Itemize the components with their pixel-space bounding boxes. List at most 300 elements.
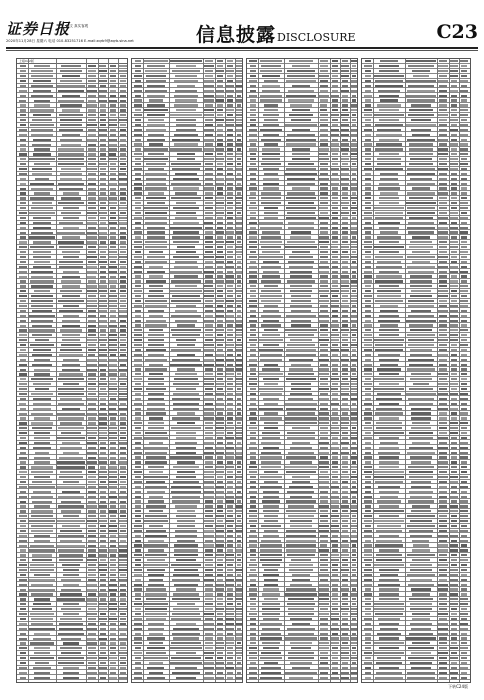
- table-cell: [342, 667, 349, 669]
- table-cell: [31, 413, 53, 415]
- table-cell: [61, 510, 81, 512]
- table-cell: [226, 623, 234, 625]
- table-cell: [332, 368, 338, 370]
- table-cell: [33, 266, 52, 268]
- table-cell: [352, 647, 357, 649]
- table-cell: [364, 466, 372, 468]
- table-cell: [20, 95, 26, 97]
- table-cell: [120, 276, 127, 278]
- table-cell: [261, 540, 282, 542]
- table-cell: [365, 124, 371, 126]
- table-cell: [19, 388, 27, 390]
- table-cell: [110, 564, 116, 566]
- table-cell: [135, 461, 141, 463]
- table-cell: [409, 364, 433, 366]
- table-cell: [176, 124, 196, 126]
- table-cell: [34, 672, 51, 674]
- table-cell: [438, 447, 447, 449]
- table-cell: [30, 564, 53, 566]
- table-cell: [450, 569, 457, 571]
- table-cell: [409, 447, 433, 449]
- table-cell: [352, 236, 356, 238]
- table-cell: [34, 148, 50, 150]
- table-cell: [341, 628, 349, 630]
- table-cell: [19, 628, 27, 630]
- table-cell: [451, 417, 457, 419]
- table-cell: [439, 388, 448, 390]
- table-cell: [451, 525, 457, 527]
- table-cell: [409, 403, 434, 405]
- table-cell: [410, 158, 432, 160]
- table-cell: [331, 359, 338, 361]
- table-cell: [58, 657, 83, 659]
- table-cell: [451, 197, 457, 199]
- table-cell: [119, 217, 126, 219]
- table-cell: [332, 80, 338, 82]
- table-cell: [374, 339, 403, 341]
- table-cell: [100, 251, 106, 253]
- table-cell: [145, 217, 167, 219]
- table-cell: [88, 344, 96, 346]
- table-cell: [364, 168, 372, 170]
- table-cell: [375, 677, 403, 679]
- table-cell: [135, 124, 141, 126]
- table-cell: [332, 173, 338, 175]
- table-cell: [379, 598, 400, 600]
- table-cell: [20, 320, 26, 322]
- table-cell: [205, 598, 214, 600]
- table-cell: [408, 114, 435, 116]
- table-cell: [172, 70, 201, 72]
- table-cell: [226, 584, 233, 586]
- table-cell: [379, 569, 398, 571]
- table-cell: [262, 608, 281, 610]
- table-cell: [262, 603, 281, 605]
- table-cell: [88, 251, 96, 253]
- table-cell: [205, 236, 212, 238]
- table-cell: [237, 183, 241, 185]
- table-cell: [120, 515, 126, 517]
- table-cell: [332, 202, 339, 204]
- table-cell: [364, 334, 371, 336]
- table-cell: [264, 403, 278, 405]
- table-cell: [292, 442, 310, 444]
- table-cell: [31, 471, 52, 473]
- table-cell: [264, 80, 279, 82]
- table-cell: [174, 544, 198, 546]
- table-cell: [365, 266, 371, 268]
- table-cell: [176, 588, 195, 590]
- table-cell: [31, 623, 53, 625]
- table-cell: [217, 637, 224, 639]
- table-cell: [450, 496, 458, 498]
- table-cell: [407, 672, 435, 674]
- table-cell: [332, 60, 338, 62]
- table-cell: [263, 510, 279, 512]
- table-cell: [134, 530, 141, 532]
- table-cell: [226, 427, 234, 429]
- table-cell: [460, 134, 468, 136]
- table-cell: [364, 212, 371, 214]
- table-cell: [176, 452, 196, 454]
- table-cell: [451, 637, 458, 639]
- table-cell: [380, 574, 398, 576]
- table-cell: [461, 256, 467, 258]
- table-cell: [176, 432, 197, 434]
- table-cell: [376, 662, 403, 664]
- table-cell: [351, 104, 357, 106]
- table-cell: [60, 139, 83, 141]
- table-cell: [60, 471, 82, 473]
- table-cell: [19, 173, 27, 175]
- table-cell: [341, 246, 348, 248]
- table-cell: [408, 315, 434, 317]
- table-cell: [217, 187, 223, 189]
- table-cell: [412, 261, 430, 263]
- table-cell: [109, 197, 116, 199]
- table-cell: [342, 579, 348, 581]
- table-cell: [31, 510, 52, 512]
- table-cell: [461, 197, 467, 199]
- table-cell: [332, 672, 338, 674]
- table-cell: [204, 491, 213, 493]
- table-cell: [408, 647, 434, 649]
- table-cell: [171, 491, 200, 493]
- table-cell: [439, 662, 446, 664]
- table-cell: [263, 647, 278, 649]
- table-cell: [87, 369, 96, 371]
- table-cell: [451, 520, 458, 522]
- table-cell: [205, 305, 212, 307]
- table-cell: [204, 364, 214, 366]
- table-cell: [19, 276, 26, 278]
- table-cell: [450, 334, 457, 336]
- table-cell: [461, 119, 468, 121]
- table-cell: [376, 408, 403, 410]
- table-cell: [351, 422, 356, 424]
- table-cell: [263, 447, 279, 449]
- table-cell: [460, 456, 467, 458]
- table-cell: [88, 109, 97, 111]
- table-cell: [20, 139, 26, 141]
- table-cell: [319, 290, 328, 292]
- table-cell: [109, 271, 117, 273]
- table-cell: [236, 667, 241, 669]
- table-cell: [331, 349, 338, 351]
- table-cell: [438, 476, 447, 478]
- table-cell: [365, 359, 371, 361]
- table-cell: [120, 266, 126, 268]
- table-cell: [250, 662, 256, 664]
- table-cell: [291, 324, 311, 326]
- table-cell: [290, 520, 311, 522]
- table-cell: [250, 637, 256, 639]
- table-cell: [227, 285, 233, 287]
- table-cell: [237, 442, 241, 444]
- table-cell: [378, 187, 400, 189]
- table-cell: [134, 85, 142, 87]
- table-cell: [409, 388, 434, 390]
- table-cell: [205, 315, 213, 317]
- table-cell: [177, 344, 195, 346]
- table-cell: [341, 442, 349, 444]
- table-cell: [88, 173, 96, 175]
- table-cell: [439, 320, 447, 322]
- table-cell: [249, 667, 257, 669]
- table-cell: [110, 80, 116, 82]
- table-cell: [216, 95, 223, 97]
- table-cell: [145, 173, 167, 175]
- table-cell: [439, 603, 446, 605]
- table-cell: [88, 393, 95, 395]
- table-cell: [135, 349, 141, 351]
- table-cell: [410, 280, 431, 282]
- table-cell: [217, 80, 223, 82]
- table-cell: [236, 70, 241, 72]
- table-cell: [352, 471, 357, 473]
- table-cell: [100, 496, 107, 498]
- table-cell: [88, 417, 95, 419]
- table-cell: [288, 398, 313, 400]
- table-cell: [174, 549, 198, 551]
- table-cell: [264, 662, 279, 664]
- table-cell: [263, 496, 278, 498]
- table-cell: [58, 241, 84, 243]
- table-cell: [205, 354, 214, 356]
- table-cell: [57, 466, 85, 468]
- table-cell: [149, 266, 163, 268]
- table-cell: [33, 139, 51, 141]
- table-cell: [100, 119, 106, 121]
- table-cell: [332, 251, 338, 253]
- table-cell: [351, 80, 357, 82]
- table-cell: [364, 593, 371, 595]
- table-cell: [250, 623, 256, 625]
- table-cell: [119, 310, 126, 312]
- table-cell: [110, 652, 116, 654]
- table-cell: [227, 99, 233, 101]
- table-cell: [287, 437, 315, 439]
- table-cell: [364, 217, 371, 219]
- table-cell: [374, 432, 403, 434]
- table-cell: [176, 677, 196, 679]
- table-cell: [217, 320, 224, 322]
- table-cell: [236, 222, 242, 224]
- table-cell: [379, 515, 400, 517]
- table-cell: [29, 628, 54, 630]
- table-cell: [351, 207, 357, 209]
- table-cell: [34, 540, 50, 542]
- table-cell: [100, 202, 106, 204]
- table-cell: [120, 75, 126, 77]
- table-cell: [342, 236, 349, 238]
- table-cell: [109, 427, 117, 429]
- table-cell: [351, 677, 357, 679]
- table-cell: [408, 305, 435, 307]
- table-cell: [249, 471, 256, 473]
- table-cell: [149, 633, 163, 635]
- table-cell: [88, 295, 95, 297]
- table-cell: [174, 95, 197, 97]
- table-cell: [144, 476, 167, 478]
- table-cell: [100, 623, 106, 625]
- table-cell: [99, 90, 106, 92]
- table-cell: [120, 481, 126, 483]
- table-cell: [439, 496, 447, 498]
- table-cell: [342, 354, 348, 356]
- table-cell: [261, 324, 280, 326]
- table-cell: [292, 427, 311, 429]
- table-cell: [175, 667, 198, 669]
- table-cell: [236, 598, 241, 600]
- table-cell: [58, 100, 85, 102]
- table-cell: [204, 579, 214, 581]
- table-cell: [100, 652, 107, 654]
- table-cell: [171, 329, 201, 331]
- table-cell: [205, 173, 212, 175]
- table-cell: [460, 285, 468, 287]
- table-cell: [352, 124, 357, 126]
- table-cell: [100, 256, 107, 258]
- table-cell: [29, 589, 55, 591]
- table-cell: [320, 197, 328, 199]
- table-cell: [227, 256, 234, 258]
- table-cell: [439, 158, 447, 160]
- table-cell: [20, 256, 26, 258]
- table-cell: [216, 525, 224, 527]
- table-cell: [109, 486, 117, 488]
- table-cell: [100, 280, 107, 282]
- table-cell: [109, 124, 116, 126]
- table-cell: [29, 236, 55, 238]
- table-cell: [250, 393, 256, 395]
- table-cell: [109, 144, 117, 146]
- table-cell: [236, 300, 242, 302]
- table-cell: [29, 212, 54, 214]
- table-cell: [236, 378, 241, 380]
- table-cell: [33, 383, 51, 385]
- table-cell: [31, 584, 52, 586]
- table-cell: [217, 134, 223, 136]
- table-cell: [226, 618, 234, 620]
- table-cell: [237, 574, 242, 576]
- table-cell: [217, 217, 223, 219]
- table-cell: [58, 535, 84, 537]
- table-cell: [19, 647, 27, 649]
- table-cell: [352, 95, 357, 97]
- table-cell: [408, 339, 434, 341]
- table-cell: [226, 109, 234, 111]
- table-cell: [460, 500, 468, 502]
- table-cell: [364, 471, 372, 473]
- table-cell: [461, 471, 468, 473]
- table-cell: [320, 114, 327, 116]
- table-cell: [439, 261, 446, 263]
- table-cell: [285, 672, 317, 674]
- table-cell: [332, 667, 338, 669]
- table-cell: [319, 359, 328, 361]
- table-cell: [287, 134, 314, 136]
- table-cell: [451, 207, 457, 209]
- table-cell: [59, 628, 82, 630]
- table-cell: [450, 75, 457, 77]
- table-cell: [120, 212, 126, 214]
- table-cell: [439, 667, 447, 669]
- table-cell: [451, 373, 458, 375]
- table-cell: [331, 496, 339, 498]
- table-cell: [250, 344, 256, 346]
- table-cell: [351, 535, 357, 537]
- table-cell: [63, 207, 79, 209]
- table-cell: [88, 535, 96, 537]
- table-cell: [236, 344, 241, 346]
- table-cell: [332, 364, 339, 366]
- table-cell: [144, 109, 167, 111]
- table-cell: [438, 339, 447, 341]
- table-cell: [450, 163, 458, 165]
- table-cell: [286, 139, 315, 141]
- table-cell: [217, 569, 223, 571]
- table-cell: [135, 432, 141, 434]
- table-cell: [351, 540, 356, 542]
- table-cell: [217, 109, 223, 111]
- table-cell: [332, 593, 339, 595]
- table-cell: [63, 613, 78, 615]
- table-cell: [365, 393, 371, 395]
- table-cell: [250, 603, 256, 605]
- table-cell: [227, 295, 233, 297]
- table-cell: [57, 486, 84, 488]
- table-cell: [34, 192, 49, 194]
- table-cell: [100, 222, 106, 224]
- table-cell: [341, 505, 349, 507]
- table-cell: [87, 520, 96, 522]
- table-cell: [365, 222, 371, 224]
- table-cell: [342, 491, 349, 493]
- table-cell: [148, 500, 165, 502]
- table-cell: [135, 320, 141, 322]
- table-cell: [320, 515, 328, 517]
- table-cell: [217, 60, 224, 62]
- table-cell: [351, 505, 357, 507]
- table-cell: [100, 192, 106, 194]
- table-cell: [99, 290, 107, 292]
- table-cell: [135, 408, 141, 410]
- table-cell: [380, 628, 398, 630]
- table-cell: [351, 398, 357, 400]
- table-cell: [58, 158, 83, 160]
- table-cell: [331, 432, 339, 434]
- table-cell: [237, 672, 242, 674]
- table-cell: [351, 60, 357, 62]
- table-cell: [120, 432, 126, 434]
- table-cell: [320, 104, 327, 106]
- table-cell: [236, 324, 242, 326]
- table-cell: [87, 638, 96, 640]
- table-cell: [99, 354, 106, 356]
- table-cell: [439, 134, 447, 136]
- table-cell: [451, 124, 457, 126]
- table-cell: [364, 271, 371, 273]
- table-cell: [364, 324, 371, 326]
- table-cell: [227, 461, 233, 463]
- table-cell: [88, 261, 96, 263]
- table-cell: [365, 310, 371, 312]
- table-cell: [250, 476, 256, 478]
- table-cell: [236, 251, 241, 253]
- table-cell: [292, 251, 311, 253]
- table-cell: [148, 192, 164, 194]
